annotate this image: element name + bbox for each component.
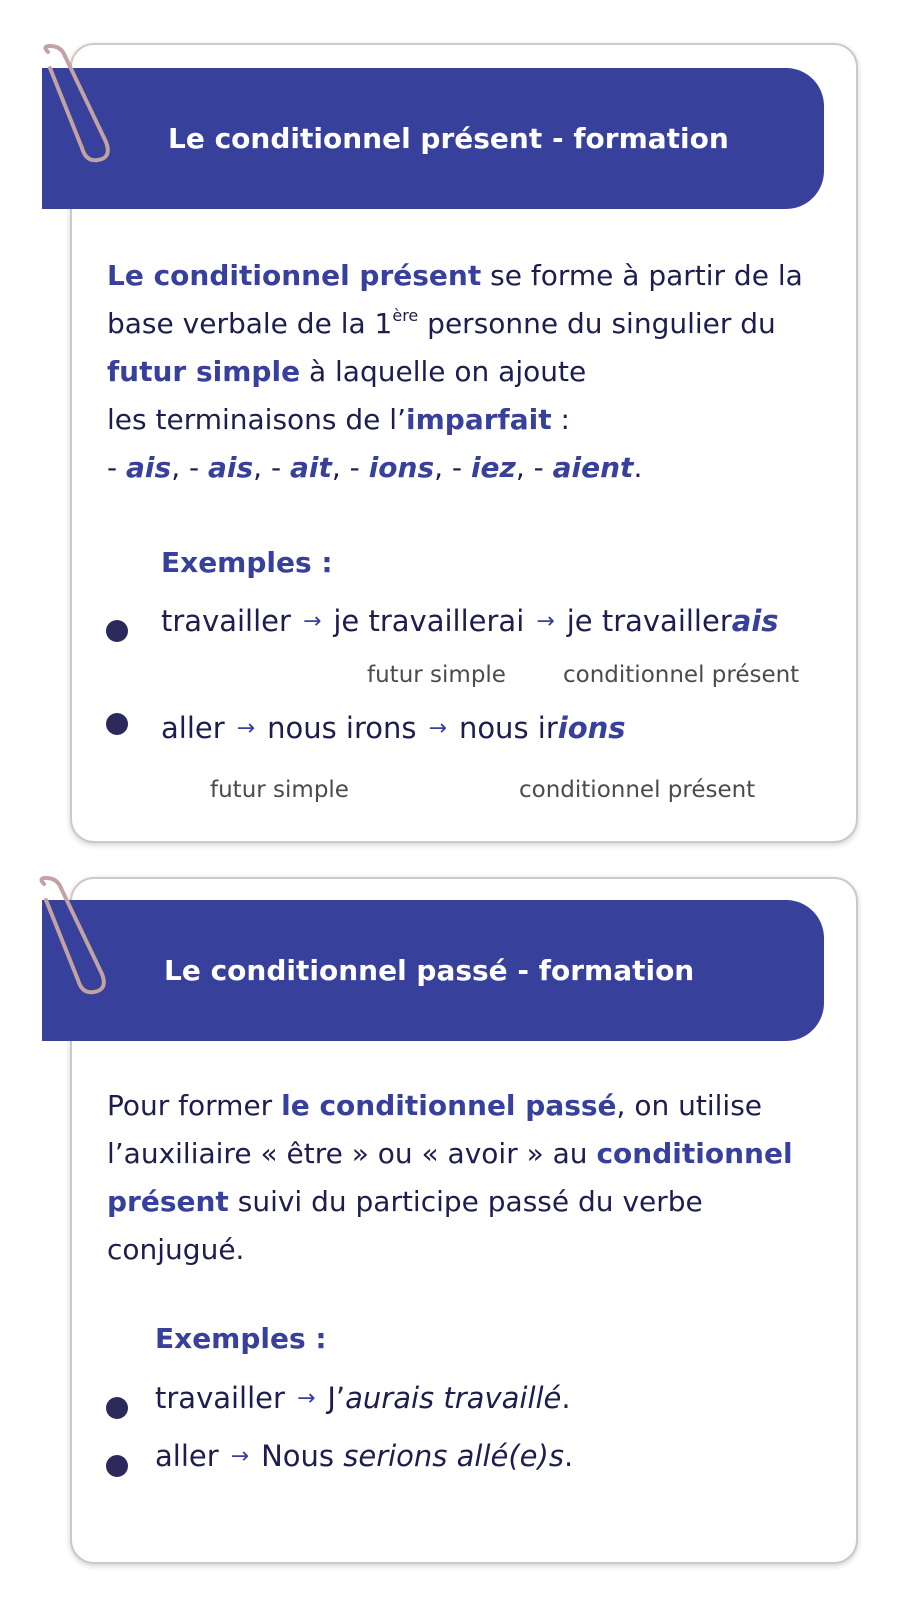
bullet-icon <box>106 713 128 735</box>
arrow-icon: → <box>536 609 555 634</box>
arrow-icon: → <box>236 716 256 741</box>
arrow-icon: → <box>296 1386 316 1411</box>
example-row: aller → nous irons → nous irions <box>161 711 626 745</box>
ending: ions <box>368 451 435 484</box>
definition-paragraph <box>107 1082 837 1274</box>
banner-conditionnel-present <box>42 68 824 209</box>
bullet-icon <box>106 1455 128 1477</box>
para-line-3: futur simple à laquelle on ajoute <box>107 355 587 388</box>
para-line-1: Le conditionnel présent se forme à partir de la <box>107 259 803 292</box>
definition-paragraph <box>107 252 837 492</box>
ending: ais <box>208 451 254 484</box>
arrow-icon: → <box>302 609 322 634</box>
para-line-2: l’auxiliaire « être » ou « avoir » au conditionnel <box>107 1137 793 1170</box>
para-line-4: les terminaisons de l’imparfait : <box>107 403 570 436</box>
paperclip-icon <box>34 42 114 172</box>
endings-line: - ais, - ais, - ait, - ions, - iez, - aient. <box>107 451 643 484</box>
paperclip-icon <box>30 874 110 1004</box>
ending: aient <box>552 451 634 484</box>
section-title: Le conditionnel présent - formation <box>168 122 729 155</box>
section-title: Le conditionnel passé - formation <box>164 954 695 987</box>
label-futur-simple: futur simple <box>210 777 349 803</box>
arrow-icon: → <box>230 1444 250 1469</box>
arrow-icon: → <box>428 716 447 741</box>
ending: ait <box>289 451 332 484</box>
ending: ais <box>126 451 172 484</box>
para-line-1: Pour former le conditionnel passé, on utilise <box>107 1089 763 1122</box>
label-futur-simple: futur simple <box>367 662 506 688</box>
ending: iez <box>470 451 516 484</box>
para-line-4: conjugué. <box>107 1233 245 1266</box>
example-row: travailler → J’aurais travaillé. <box>155 1381 571 1415</box>
bullet-icon <box>106 1397 128 1419</box>
examples-heading: Exemples : <box>161 546 333 579</box>
bullet-icon <box>106 620 128 642</box>
banner-conditionnel-passe <box>42 900 824 1041</box>
label-conditionnel-present: conditionnel présent <box>519 777 756 803</box>
para-line-2: base verbale de la 1ère personne du singulier du <box>107 305 776 340</box>
para-line-3: présent suivi du participe passé du verbe <box>107 1185 703 1218</box>
label-conditionnel-present: conditionnel présent <box>563 662 800 688</box>
examples-heading: Exemples : <box>155 1322 327 1355</box>
example-row: travailler → je travaillerai → je travaillerais <box>161 604 779 638</box>
example-row: aller → Nous serions allé(e)s. <box>155 1439 574 1473</box>
